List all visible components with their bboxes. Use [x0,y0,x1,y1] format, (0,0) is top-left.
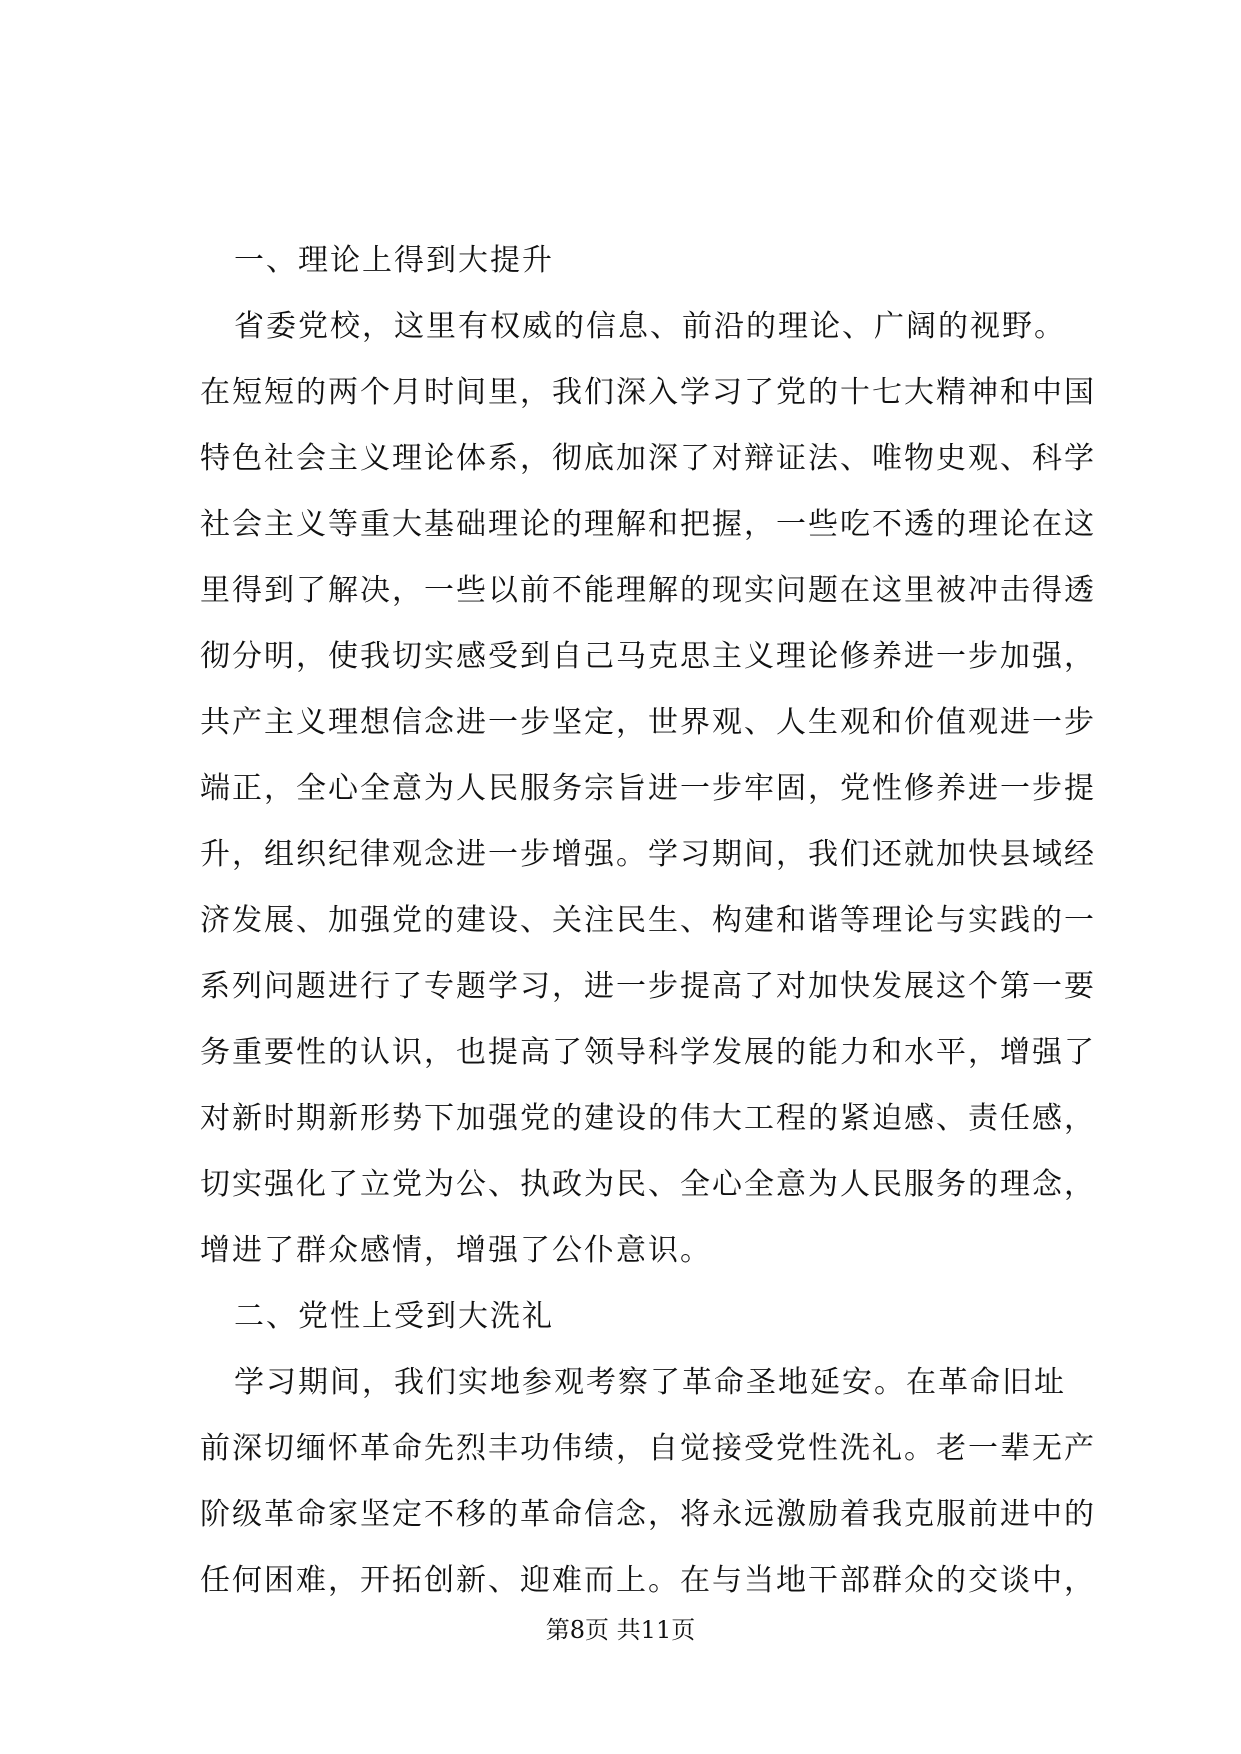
paragraph-line: 升，组织纪律观念进一步增强。学习期间，我们还就加快县域经 [200,837,1096,872]
paragraph-line: 增进了群众感情，增强了公仆意识。 [200,1233,712,1268]
paragraph-line: 里得到了解决，一些以前不能理解的现实问题在这里被冲击得透 [200,573,1096,608]
paragraph-line: 阶级革命家坚定不移的革命信念，将永远激励着我克服前进中的 [200,1497,1096,1532]
section-heading-1: 一、理论上得到大提升 [234,243,554,278]
paragraph-line: 对新时期新形势下加强党的建设的伟大工程的紧迫感、责任感， [200,1101,1096,1136]
page-footer: 第8页 共11页 [545,1616,696,1644]
paragraph-line: 社会主义等重大基础理论的理解和把握，一些吃不透的理论在这 [200,507,1096,542]
paragraph-line: 任何困难，开拓创新、迎难而上。在与当地干部群众的交谈中， [200,1563,1096,1598]
paragraph-line: 济发展、加强党的建设、关注民生、构建和谐等理论与实践的一 [200,903,1096,938]
paragraph-line: 切实强化了立党为公、执政为民、全心全意为人民服务的理念， [200,1167,1096,1202]
paragraph-line: 端正，全心全意为人民服务宗旨进一步牢固，党性修养进一步提 [200,771,1096,806]
paragraph-line: 学习期间，我们实地参观考察了革命圣地延安。在革命旧址 [234,1365,1066,1400]
section-heading-2: 二、党性上受到大洗礼 [234,1299,554,1334]
paragraph-line: 在短短的两个月时间里，我们深入学习了党的十七大精神和中国 [200,375,1096,410]
paragraph-line: 彻分明，使我切实感受到自己马克思主义理论修养进一步加强， [200,639,1096,674]
paragraph-line: 务重要性的认识，也提高了领导科学发展的能力和水平，增强了 [200,1035,1096,1070]
paragraph-line: 前深切缅怀革命先烈丰功伟绩，自觉接受党性洗礼。老一辈无产 [200,1431,1096,1466]
paragraph-line: 特色社会主义理论体系，彻底加深了对辩证法、唯物史观、科学 [200,441,1096,476]
document-body [200,228,1096,1614]
paragraph-line: 共产主义理想信念进一步坚定，世界观、人生观和价值观进一步 [200,705,1096,740]
paragraph-line: 系列问题进行了专题学习，进一步提高了对加快发展这个第一要 [200,969,1096,1004]
paragraph-line: 省委党校，这里有权威的信息、前沿的理论、广阔的视野。 [234,309,1066,344]
